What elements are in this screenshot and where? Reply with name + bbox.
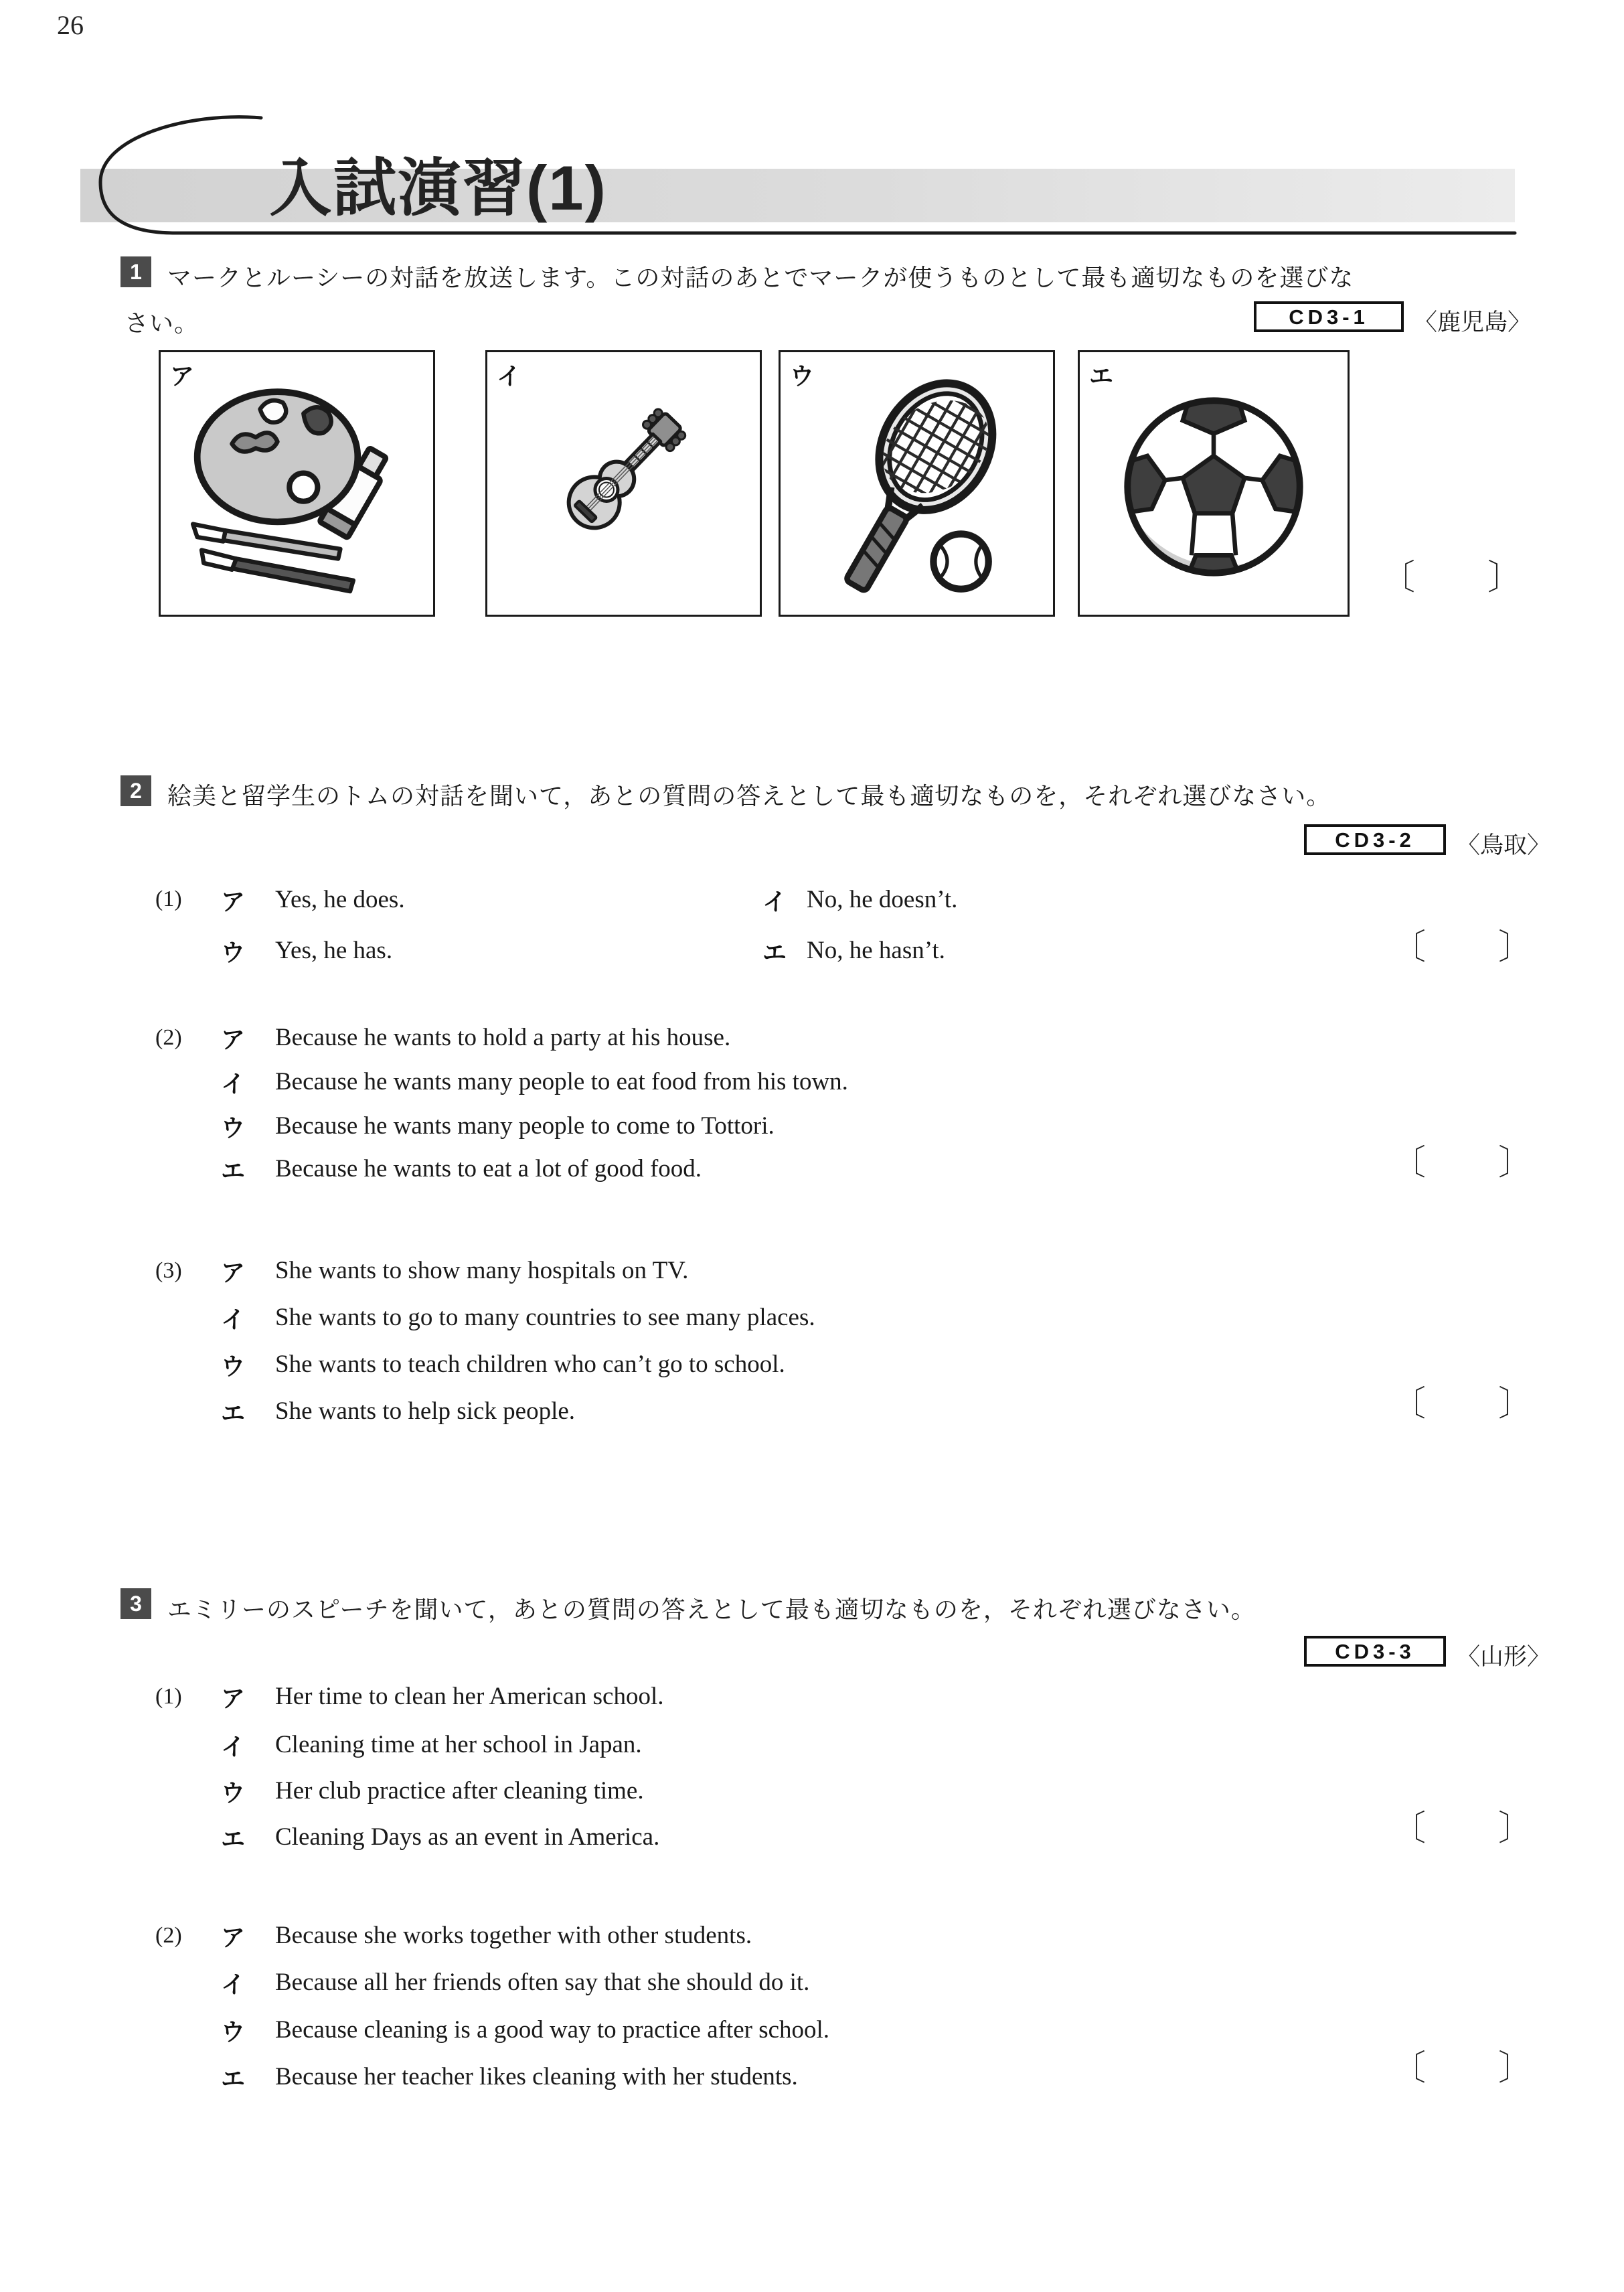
option-letter: エ: [221, 1399, 246, 1427]
header-banner: [54, 110, 1526, 244]
tennis-ball: [933, 534, 988, 589]
option-letter: ウ: [221, 1353, 246, 1380]
section-number-badge: 2: [120, 775, 151, 806]
section-number-badge: 3: [120, 1588, 151, 1619]
option-letter: エ: [221, 1157, 246, 1185]
open-bracket: 〔: [1391, 2050, 1427, 2088]
option-text: She wants to go to many countries to see many places.: [275, 1304, 815, 1331]
option-text: She wants to teach children who can’t go to school.: [275, 1351, 785, 1378]
question-number: (3): [155, 1258, 182, 1283]
option-text: No, he doesn’t.: [807, 886, 958, 913]
option-text: Cleaning Days as an event in America.: [275, 1823, 660, 1851]
question-number: (2): [155, 1923, 182, 1948]
choice-letter: ア: [170, 362, 195, 390]
option-letter: ウ: [221, 939, 246, 966]
choice-letter: エ: [1089, 362, 1114, 390]
option-letter: イ: [221, 1971, 246, 1998]
choice-image-box: [485, 350, 762, 617]
option-letter: ア: [221, 1685, 246, 1712]
open-bracket: 〔: [1391, 1144, 1427, 1182]
option-letter: ウ: [221, 2018, 246, 2046]
choice-letter: ウ: [790, 362, 815, 390]
option-letter: ア: [221, 888, 246, 915]
option-text: Cleaning time at her school in Japan.: [275, 1731, 642, 1758]
choice-image-box: [779, 350, 1055, 617]
option-text: Her time to clean her American school.: [275, 1683, 664, 1710]
option-letter: ウ: [221, 1779, 246, 1807]
option-text: She wants to help sick people.: [275, 1397, 576, 1425]
option-letter: イ: [221, 1306, 246, 1333]
close-bracket: 〕: [1497, 929, 1533, 967]
prefecture-source: 〈鳥取〉: [1457, 832, 1551, 858]
answer-bracket: [1391, 2052, 1533, 2086]
cd-track-label: CD3-2: [1304, 824, 1446, 855]
option-text: Because he wants many people to eat food from his town.: [275, 1068, 848, 1095]
open-bracket: 〔: [1391, 929, 1427, 967]
page-title: 入試演習(1): [269, 153, 607, 223]
option-letter: エ: [221, 1825, 246, 1853]
close-bracket: 〕: [1497, 1385, 1533, 1424]
page-number: 26: [57, 10, 84, 40]
option-letter: ウ: [221, 1114, 246, 1142]
answer-bracket: [1391, 1146, 1533, 1181]
prefecture-source: 〈鹿児島〉: [1414, 309, 1532, 335]
question-number: (2): [155, 1025, 182, 1050]
option-text: She wants to show many hospitals on TV.: [275, 1257, 689, 1284]
question-number: (1): [155, 887, 182, 911]
option-text: Because she works together with other students.: [275, 1922, 752, 1949]
close-bracket: 〕: [1497, 2050, 1533, 2088]
instruction-text: さい。: [125, 309, 199, 337]
cd-track-label: CD3-3: [1304, 1636, 1446, 1667]
option-text: Because he wants to hold a party at his house.: [275, 1024, 731, 1051]
soccer-ball-illustration: [1100, 376, 1327, 597]
option-letter: エ: [221, 2065, 246, 2092]
option-text: Because he wants many people to come to Tottori.: [275, 1112, 775, 1140]
open-bracket: 〔: [1380, 559, 1416, 597]
option-letter: イ: [221, 1070, 246, 1097]
option-letter: ア: [221, 1026, 246, 1053]
open-bracket: 〔: [1391, 1385, 1427, 1424]
option-letter: ア: [221, 1259, 246, 1286]
option-text: No, he hasn’t.: [807, 937, 945, 964]
section-number-badge: 1: [120, 256, 151, 287]
tennis-racket-illustration: [791, 371, 1039, 612]
answer-bracket: [1391, 1812, 1533, 1847]
instruction-text: エミリーのスピーチを聞いて，あとの質問の答えとして最も適切なものを，それぞれ選びなさい。: [167, 1596, 1256, 1623]
answer-bracket: [1391, 1387, 1533, 1422]
close-bracket: 〕: [1487, 559, 1522, 597]
option-text: Yes, he has.: [275, 937, 393, 964]
option-letter: イ: [762, 888, 787, 915]
cd-track-label: CD3-1: [1254, 301, 1404, 332]
option-letter: イ: [221, 1733, 246, 1760]
option-text: Because her teacher likes cleaning with her students.: [275, 2063, 798, 2090]
option-text: Because he wants to eat a lot of good food.: [275, 1155, 702, 1182]
option-text: Because cleaning is a good way to practice after school.: [275, 2016, 830, 2044]
choice-letter: イ: [497, 362, 521, 390]
question-number: (1): [155, 1684, 182, 1709]
guitar-illustration: [534, 383, 713, 564]
option-text: Her club practice after cleaning time.: [275, 1777, 644, 1805]
close-bracket: 〕: [1497, 1810, 1533, 1848]
option-letter: エ: [762, 939, 787, 966]
close-bracket: 〕: [1497, 1144, 1533, 1182]
answer-bracket: [1380, 561, 1522, 596]
prefecture-source: 〈山形〉: [1457, 1644, 1551, 1670]
answer-bracket: [1391, 931, 1533, 966]
instruction-text: マークとルーシーの対話を放送します。この対話のあとでマークが使うものとして最も適切なものを選びな: [167, 264, 1354, 291]
option-text: Because all her friends often say that she should do it.: [275, 1969, 810, 1996]
option-text: Yes, he does.: [275, 886, 405, 913]
open-bracket: 〔: [1391, 1810, 1427, 1848]
choice-image-box: [159, 350, 435, 617]
choice-image-box: [1078, 350, 1350, 617]
palette-illustration: [178, 372, 414, 600]
instruction-text: 絵美と留学生のトムの対話を聞いて，あとの質問の答えとして最も適切なものを，それぞれ選びなさい。: [167, 783, 1331, 810]
option-letter: ア: [221, 1924, 246, 1951]
